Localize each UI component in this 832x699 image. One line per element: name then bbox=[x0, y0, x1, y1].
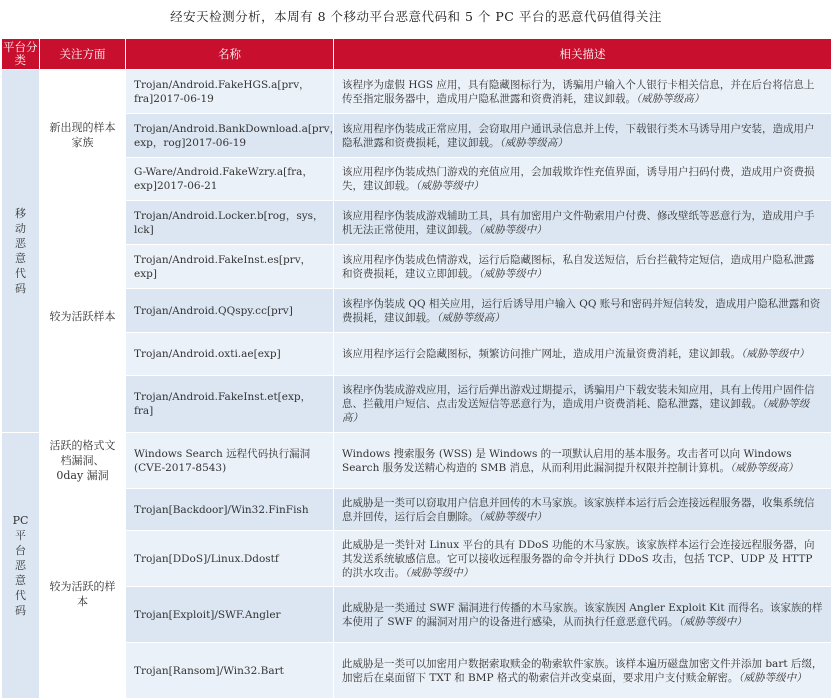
focus-cell-vulnerabilities: 活跃的格式文档漏洞、0day 漏洞 bbox=[40, 433, 126, 489]
header-name: 名称 bbox=[126, 39, 334, 70]
threat-level: （威胁等级中） bbox=[478, 223, 547, 236]
malware-name: Trojan/Android.FakeHGS.a[prv，fra]2017-06-19 bbox=[126, 70, 334, 114]
table-row bbox=[2, 245, 832, 289]
malware-description: 此威胁是一类通过 SWF 漏洞进行传播的木马家族。该家族因 Angler Exploit Kit 而得名。该家族的样本使用了 SWF 的漏洞对用户的设备进行感染，从而执行任意恶意代码。（威胁等级中） bbox=[334, 587, 832, 643]
threat-level: （威胁等级高） bbox=[436, 311, 505, 324]
threat-level: （威胁等级高） bbox=[342, 398, 810, 424]
table-row bbox=[2, 333, 832, 376]
malware-name: Windows Search 远程代码执行漏洞(CVE-2017-8543) bbox=[126, 433, 334, 489]
malware-description: 该程序伪装成 QQ 相关应用，运行后诱导用户输入 QQ 账号和密码并短信转发，造成用户隐私泄露和资费损耗，建议卸载。（威胁等级高） bbox=[334, 289, 832, 333]
table-row bbox=[2, 376, 832, 433]
malware-description: 该应用程序伪装成热门游戏的充值应用，会加载欺诈性充值界面，诱导用户扫码付费，造成用户资费损失，建议卸载。（威胁等级中） bbox=[334, 158, 832, 201]
threat-level: （威胁等级高） bbox=[499, 136, 568, 149]
table-row bbox=[2, 489, 832, 531]
table-caption: 经安天检测分析，本周有 8 个移动平台恶意代码和 5 个 PC 平台的恶意代码值得关注 bbox=[170, 9, 662, 24]
malware-name: Trojan/Android.FakeInst.es[prv，exp] bbox=[126, 245, 334, 289]
threat-level: （威胁等级高） bbox=[730, 461, 799, 474]
threat-level: （威胁等级中） bbox=[405, 566, 474, 579]
threat-level: （威胁等级中） bbox=[738, 671, 807, 684]
table-row bbox=[2, 70, 832, 114]
header-focus: 关注方面 bbox=[40, 39, 126, 70]
platform-cell-mobile: 移动恶意代码 bbox=[2, 70, 40, 433]
focus-cell-new-families: 新出现的样本家族 bbox=[40, 70, 126, 201]
header-row bbox=[2, 39, 832, 70]
malware-description: 该应用程序伪装成游戏辅助工具，具有加密用户文件勒索用户付费、修改壁纸等恶意行为，造成用户手机无法正常使用，建议卸载。（威胁等级中） bbox=[334, 201, 832, 245]
malware-name: Trojan/Android.FakeInst.et[exp，fra] bbox=[126, 376, 334, 433]
table-row bbox=[2, 643, 832, 699]
malware-name: G-Ware/Android.FakeWzry.a[fra，exp]2017-06-21 bbox=[126, 158, 334, 201]
table-row bbox=[2, 114, 832, 158]
threat-level: （威胁等级中） bbox=[478, 267, 547, 280]
header-description: 相关描述 bbox=[334, 39, 832, 70]
threat-level: （威胁等级中） bbox=[415, 180, 484, 192]
threat-level: （威胁等级高） bbox=[636, 92, 705, 105]
malware-description: 该应用程序伪装成色情游戏，运行后隐藏图标，私自发送短信，后台拦截特定短信，造成用户隐私泄露和资费损耗，建议立即卸载。（威胁等级中） bbox=[334, 245, 832, 289]
malware-description: 该程序伪装成游戏应用，运行后弹出游戏过期提示，诱骗用户下载安装未知应用，具有上传用户固件信息、拦截用户短信、点击发送短信等恶意行为，造成用户资费消耗、隐私泄露，建议卸载。（威胁等级高） bbox=[334, 376, 832, 433]
malware-description: 该程序为虚假 HGS 应用，具有隐藏图标行为，诱骗用户输入个人银行卡相关信息，并在后台将信息上传至指定服务器中，造成用户隐私泄露和资费消耗，建议卸载。（威胁等级高） bbox=[334, 70, 832, 114]
table-row bbox=[2, 201, 832, 245]
malware-name: Trojan/Android.QQspy.cc[prv] bbox=[126, 289, 334, 333]
threat-level: （威胁等级中） bbox=[678, 615, 747, 628]
malware-description: 此威胁是一类针对 Linux 平台的具有 DDoS 功能的木马家族。该家族样本运行会连接远程服务器，向其发送系统敏感信息。它可以接收远程服务器的命令并执行 DDoS 攻击，包括 TCP、UDP 及 HTTP 的洪水攻击。（威胁等级中） bbox=[334, 531, 832, 587]
platform-cell-pc: PC平台恶意代码 bbox=[2, 433, 40, 699]
table-row bbox=[2, 587, 832, 643]
threat-level: （威胁等级中） bbox=[741, 348, 810, 360]
table-row bbox=[2, 531, 832, 587]
malware-name: Trojan[Backdoor]/Win32.FinFish bbox=[126, 489, 334, 531]
malware-name: Trojan[Exploit]/SWF.Angler bbox=[126, 587, 334, 643]
malware-description: 此威胁是一类可以窃取用户信息并回传的木马家族。该家族样本运行后会连接远程服务器，收集系统信息并回传，运行后会自删除。（威胁等级中） bbox=[334, 489, 832, 531]
malware-description: 该应用程序运行会隐藏图标，频繁访问推广网址，造成用户流量资费消耗，建议卸载。（威胁等级中） bbox=[334, 333, 832, 376]
malware-description: 此威胁是一类可以加密用户数据索取赎金的勒索软件家族。该样本遍历磁盘加密文件并添加 bart 后缀，加密后在桌面留下 TXT 和 BMP 格式的勒索信并改变桌面，要求用户支付赎金解密。（威胁等级中） bbox=[334, 643, 832, 699]
focus-cell-active-samples: 较为活跃样本 bbox=[40, 201, 126, 433]
table-row bbox=[2, 289, 832, 333]
malware-name: Trojan/Android.BankDownload.a[prv，exp，rog]2017-06-19 bbox=[126, 114, 334, 158]
malware-name: Trojan[Ransom]/Win32.Bart bbox=[126, 643, 334, 699]
table-row bbox=[2, 158, 832, 201]
malware-description: 该应用程序伪装成正常应用，会窃取用户通讯录信息并上传，下载银行类木马诱导用户安装，造成用户隐私泄露和资费损耗，建议卸载。（威胁等级高） bbox=[334, 114, 832, 158]
malware-name: Trojan/Android.oxti.ae[exp] bbox=[126, 333, 334, 376]
malware-description: Windows 搜索服务 (WSS) 是 Windows 的一项默认启用的基本服务。攻击者可以向 Windows Search 服务发送精心构造的 SMB 消息，从而利用此漏洞提升权限并控制计算机。（威胁等级高） bbox=[334, 433, 832, 489]
header-platform: 平台分类 bbox=[2, 39, 40, 70]
focus-cell-active-samples-pc: 较为活跃的样本 bbox=[40, 489, 126, 699]
malware-table bbox=[1, 39, 832, 699]
table-row bbox=[2, 433, 832, 489]
threat-level: （威胁等级中） bbox=[478, 510, 547, 523]
malware-name: Trojan/Android.Locker.b[rog，sys，lck] bbox=[126, 201, 334, 245]
malware-name: Trojan[DDoS]/Linux.Ddostf bbox=[126, 531, 334, 587]
